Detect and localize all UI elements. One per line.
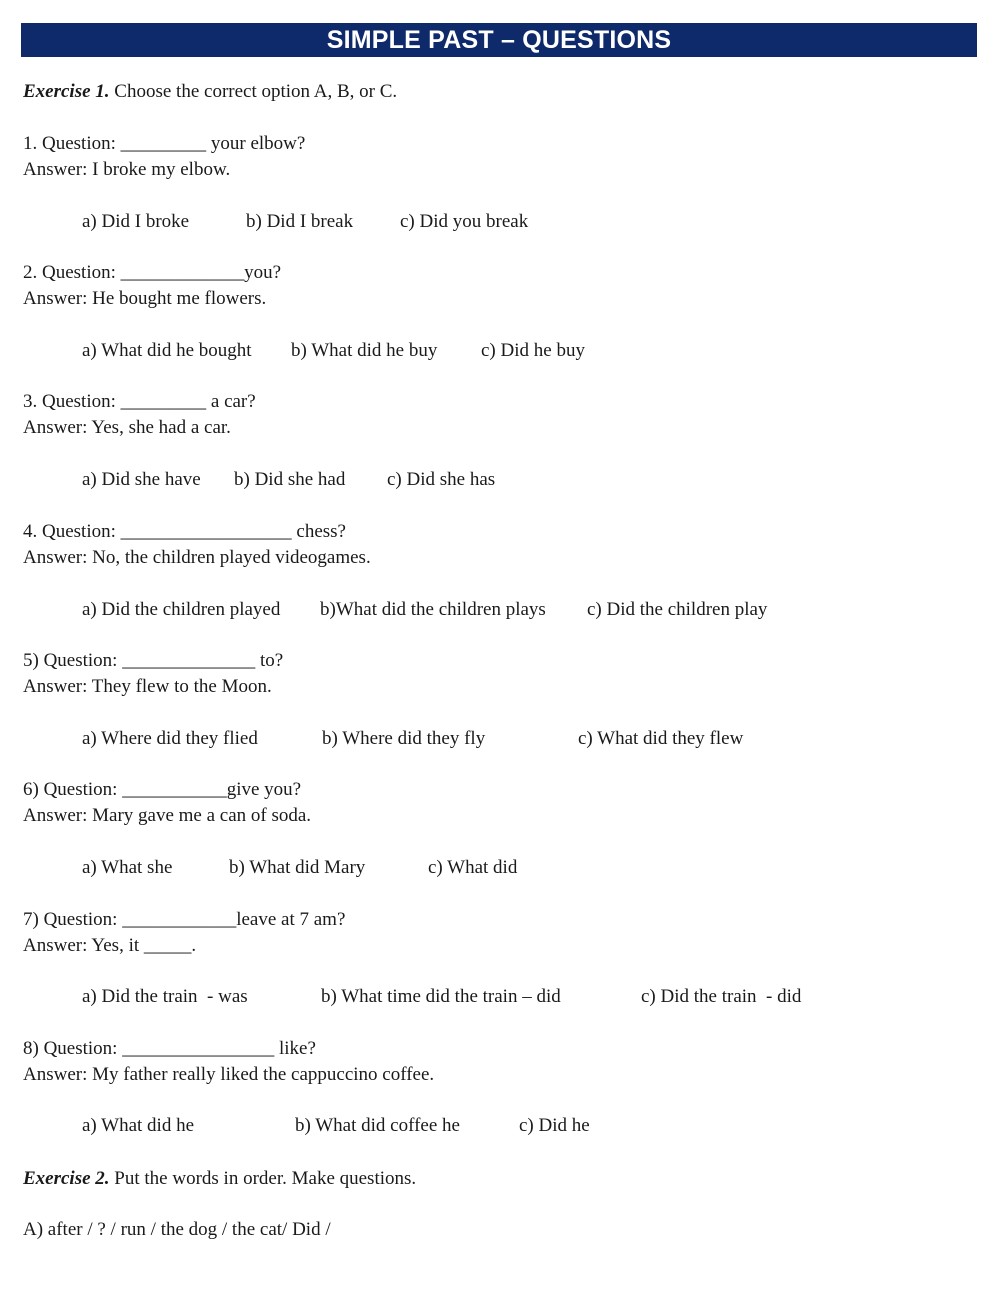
option-2a[interactable]: a) What did he bought — [82, 340, 252, 361]
option-7a[interactable]: a) Did the train - was — [82, 986, 248, 1007]
option-6a[interactable]: a) What she — [82, 857, 173, 878]
question-8: 8) Question: ________________ like? — [23, 1038, 316, 1059]
option-2b[interactable]: b) What did he buy — [291, 340, 438, 361]
title-banner — [21, 23, 977, 57]
option-7b[interactable]: b) What time did the train – did — [321, 986, 561, 1007]
question-1: 1. Question: _________ your elbow? — [23, 133, 306, 154]
option-6c[interactable]: c) What did — [428, 857, 518, 878]
exercise1-instruction: Choose the correct option A, B, or C. — [109, 81, 398, 102]
answer-3: Answer: Yes, she had a car. — [23, 417, 231, 438]
option-8a[interactable]: a) What did he — [82, 1115, 195, 1136]
option-5b[interactable]: b) Where did they fly — [322, 728, 486, 749]
answer-5: Answer: They flew to the Moon. — [23, 676, 272, 697]
option-8b[interactable]: b) What did coffee he — [295, 1115, 460, 1136]
answer-8: Answer: My father really liked the cappuccino coffee. — [23, 1064, 435, 1085]
option-1c[interactable]: c) Did you break — [400, 211, 529, 232]
exercise2-item-a: A) after / ? / run / the dog / the cat/ Did / — [23, 1219, 331, 1240]
question-3: 3. Question: _________ a car? — [23, 391, 256, 412]
option-4b[interactable]: b)What did the children plays — [320, 599, 546, 620]
answer-6: Answer: Mary gave me a can of soda. — [23, 805, 312, 826]
answer-7: Answer: Yes, it _____. — [23, 935, 197, 956]
option-1a[interactable]: a) Did I broke — [82, 211, 190, 232]
answer-2: Answer: He bought me flowers. — [23, 288, 267, 309]
exercise1-heading — [23, 80, 397, 104]
option-3b[interactable]: b) Did she had — [234, 469, 346, 490]
exercise2-label: Exercise 2. — [23, 1168, 110, 1189]
option-3c[interactable]: c) Did she has — [387, 469, 496, 490]
question-4: 4. Question: __________________ chess? — [23, 521, 346, 542]
option-4a[interactable]: a) Did the children played — [82, 599, 281, 620]
option-6b[interactable]: b) What did Mary — [229, 857, 366, 878]
page-title: SIMPLE PAST – QUESTIONS — [326, 26, 672, 54]
answer-1: Answer: I broke my elbow. — [23, 159, 231, 180]
answer-4: Answer: No, the children played videogames. — [23, 547, 371, 568]
option-3a[interactable]: a) Did she have — [82, 469, 201, 490]
exercise2-instruction: Put the words in order. Make questions. — [109, 1168, 417, 1189]
exercise2-heading — [23, 1167, 416, 1191]
question-2: 2. Question: _____________you? — [23, 262, 282, 283]
question-6: 6) Question: ___________give you? — [23, 779, 302, 800]
option-5c[interactable]: c) What did they flew — [578, 728, 744, 749]
option-2c[interactable]: c) Did he buy — [481, 340, 585, 361]
question-7: 7) Question: ____________leave at 7 am? — [23, 909, 346, 930]
option-4c[interactable]: c) Did the children play — [587, 599, 768, 620]
exercise1-label: Exercise 1. — [23, 81, 110, 102]
option-1b[interactable]: b) Did I break — [246, 211, 354, 232]
question-5: 5) Question: ______________ to? — [23, 650, 284, 671]
option-7c[interactable]: c) Did the train - did — [641, 986, 802, 1007]
option-5a[interactable]: a) Where did they flied — [82, 728, 258, 749]
option-8c[interactable]: c) Did he — [519, 1115, 590, 1136]
